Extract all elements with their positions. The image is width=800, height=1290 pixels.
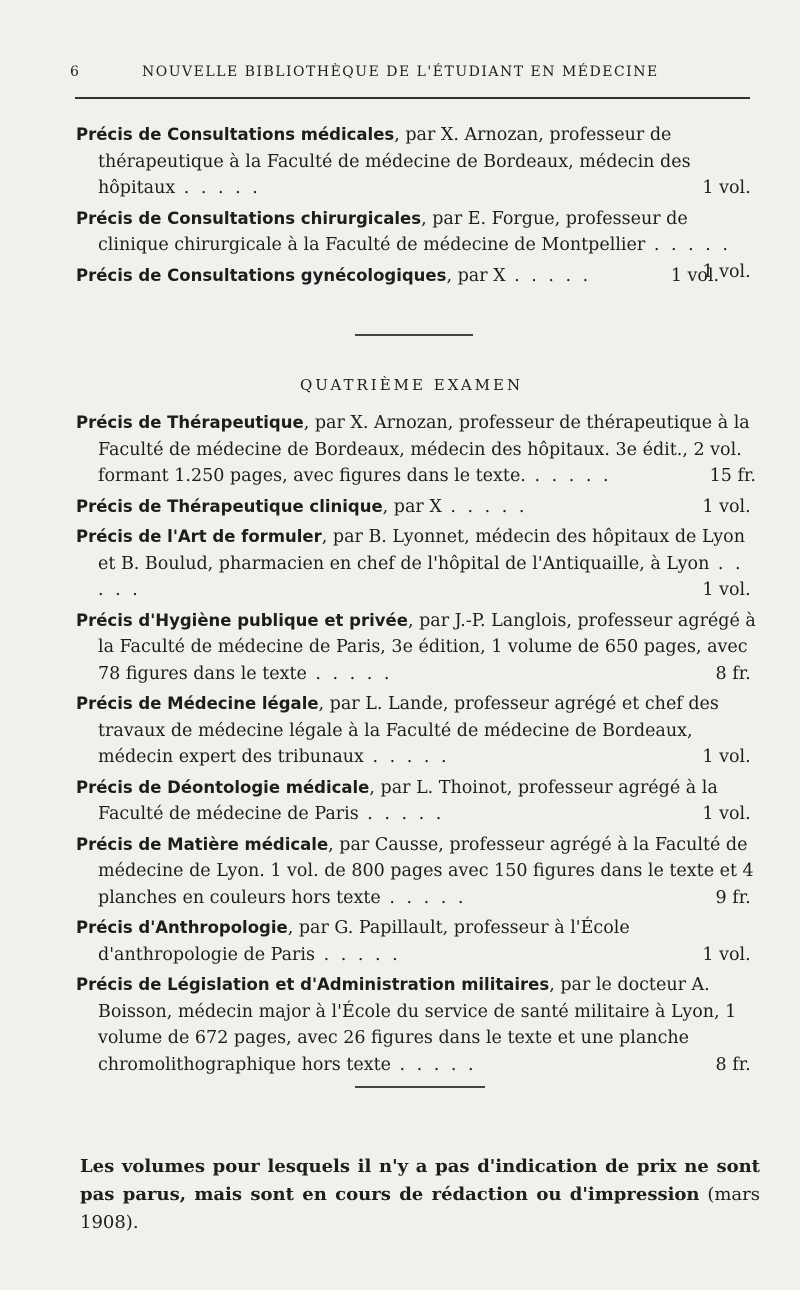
entry-price: 9 fr. [715,887,751,908]
catalog-entry: Précis de Consultations médicales, par X. Arnozan, professeur de thérapeutique à la Faculté de médecine de Bordeaux, médecin des hôpitaux . . . . . 1 vol. [76,122,756,202]
separator-rule-bottom [355,1086,485,1088]
page-number: 6 [70,64,81,80]
entry-text: , par le docteur A. Boisson, médecin major à l'École du service de santé militaire à Lyon, 1 volume de 672 pages, avec 26 figures dans le texte et une planche chromolithographique hors texte [98,975,737,1075]
entry-title: Précis de Consultations chirurgicales [76,208,422,228]
entry-text: , par L. Lande, professeur agrégé et chef des travaux de médecine légale à la Faculté de médecine de Bordeaux, médecin expert des tribunaux [98,694,719,767]
note-date: (mars 1908). [80,1184,760,1233]
entry-title: Précis de Consultations gynécologiques [76,265,447,285]
header-rule [75,97,750,99]
entry-title: Précis de Déontologie médicale [76,777,370,797]
catalog-entry: Précis de Consultations gynécologiques, par X . . . . . 1 vol. [76,263,756,290]
catalog-entry: Précis de Thérapeutique, par X. Arnozan, professeur de thérapeutique à la Faculté de médecine de Bordeaux, médecin des hôpitaux. 3e édit., 2 vol. formant 1.250 pages, avec figures dans le texte. . . . . . 15 fr. [76,410,756,490]
catalog-entry: Précis de l'Art de formuler, par B. Lyonnet, médecin des hôpitaux de Lyon et B. Boulud, pharmacien en chef de l'hôpital de l'Antiquaille, à Lyon . . . . . 1 vol. [76,524,756,604]
entry-text: , par X [382,496,442,517]
catalog-entry: Précis de Consultations chirurgicales, par E. Forgue, professeur de clinique chirurgicale à la Faculté de médecine de Montpellier . . . . . 1 vol. [76,206,756,259]
entry-price: 1 vol. [702,944,751,965]
entry-price: 8 fr. [715,1054,751,1075]
section-title: QUATRIÈME EXAMEN [300,376,524,394]
entry-price: 1 vol. [702,178,751,198]
entry-title: Précis de Thérapeutique [76,413,304,432]
entry-price: 15 fr. [709,466,756,486]
entry-price: 1 vol. [702,580,751,600]
entry-title: Précis de Matière médicale [76,834,329,854]
entry-text: , par G. Papillault, professeur à l'École d'anthropologie de Paris [98,918,630,965]
entry-title: Précis d'Anthropologie [76,918,288,937]
separator-rule [355,334,473,336]
entry-text: , par X. Arnozan, professeur de thérapeutique à la Faculté de médecine de Bordeaux, médecin des hôpitaux. 3e édit., 2 vol. formant 1.250 pages, avec figures dans le texte. [98,413,750,486]
availability-note [80,1153,760,1237]
entry-title: Précis de Médecine légale [76,694,319,713]
entry-title: Précis de Consultations médicales [76,125,395,144]
entry-price: 1 vol. [670,265,720,286]
entry-title: Précis d'Hygiène publique et privée [76,610,408,630]
entry-price: 8 fr. [715,663,751,684]
entry-price: 1 vol. [702,747,751,767]
catalog-entry: Précis de Législation et d'Administration militaires, par le docteur A. Boisson, médecin major à l'École du service de santé militaire à Lyon, 1 volume de 672 pages, avec 26 figures dans le texte et une planche chromolithographique hors texte . . . . . 8 fr. [76,972,756,1078]
entry-text: , par E. Forgue, professeur de clinique chirurgicale à la Faculté de médecine de Montpellier [98,208,688,255]
entry-text: , par L. Thoinot, professeur agrégé à la Faculté de médecine de Paris [98,777,718,824]
entry-price: 1 vol. [702,804,751,824]
entry-text: , par Causse, professeur agrégé à la Faculté de médecine de Lyon. 1 vol. de 800 pages avec 150 figures dans le texte et 4 planches en couleurs hors texte [98,834,754,908]
note-bold: Les volumes pour lesquels il n'y a pas d'indication de prix ne sont pas parus, mais sont en cours de rédaction ou d'impression [80,1156,760,1205]
catalog-entry: Précis d'Anthropologie, par G. Papillault, professeur à l'École d'anthropologie de Paris . . . . . 1 vol. [76,915,756,968]
catalog-entry: Précis d'Hygiène publique et privée, par J.-P. Langlois, professeur agrégé à la Faculté de médecine de Paris, 3e édition, 1 volume de 650 pages, avec 78 figures dans le texte . . . . . 8 fr. [76,608,756,688]
entry-title: Précis de Thérapeutique clinique [76,496,383,516]
entry-text: , par X. Arnozan, professeur de thérapeutique à la Faculté de médecine de Bordeaux, médecin des hôpitaux [98,125,691,198]
catalog-entry: Précis de Thérapeutique clinique, par X . . . . . 1 vol. [76,494,756,521]
catalog-entry: Précis de Médecine légale, par L. Lande, professeur agrégé et chef des travaux de médecine légale à la Faculté de médecine de Bordeaux, médecin expert des tribunaux . . . . . 1 vol. [76,691,756,771]
top-entry-list [76,122,756,293]
catalog-entry: Précis de Déontologie médicale, par L. Thoinot, professeur agrégé à la Faculté de médecine de Paris . . . . . 1 vol. [76,775,756,828]
entry-title: Précis de Législation et d'Administration militaires [76,975,550,994]
entry-text: , par B. Lyonnet, médecin des hôpitaux de Lyon et B. Boulud, pharmacien en chef de l'hôpital de l'Antiquaille, à Lyon [98,527,745,574]
entry-text: , par X [446,265,506,286]
entry-list [76,410,756,1082]
running-title: NOUVELLE BIBLIOTHÈQUE DE L'ÉTUDIANT EN MÉDECINE [142,64,659,80]
entry-title: Précis de l'Art de formuler [76,527,322,546]
catalog-entry: Précis de Matière médicale, par Causse, professeur agrégé à la Faculté de médecine de Lyon. 1 vol. de 800 pages avec 150 figures dans le texte et 4 planches en couleurs hors texte . . . . . 9 fr. [76,832,756,912]
entry-price: 1 vol. [702,261,751,282]
entry-text: , par J.-P. Langlois, professeur agrégé à la Faculté de médecine de Paris, 3e édition, 1 volume de 650 pages, avec 78 figures dans le texte [98,610,756,684]
entry-price: 1 vol. [702,496,751,517]
